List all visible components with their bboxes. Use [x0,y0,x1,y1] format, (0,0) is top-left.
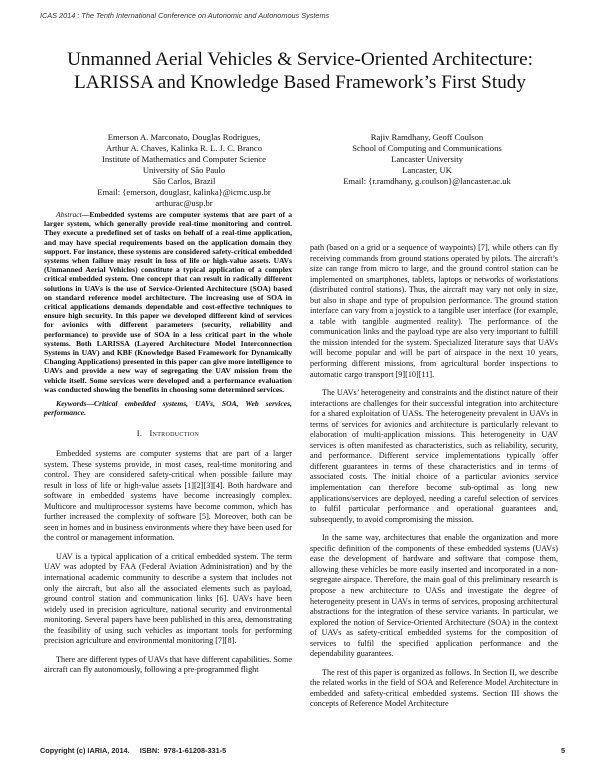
abstract [44,210,292,394]
abstract-lead: Abstract [56,210,82,219]
body-paragraph: The rest of this paper is organized as follows. In Section II, we describe the related works in the field of SOA and Reference Model Architecture in embedded and safety-critical embedded systems. Section III shows the concepts of Reference Model Architecture [310,667,558,709]
body-paragraph: UAV is a typical application of a critical embedded system. The term UAV was adopted by FAA (Federal Aviation Administration) and by the international academic community to describe a system that includes not only the aircraft, but also all the associated elements such as payload, ground control station and communication links [6]. UAVs have been widely used in precision agriculture, national security and environmental monitoring. Several papers have been published in this area, demonstrating the feasibility of using such vehicles as important tools for performing precision agriculture and environmental monitoring [7][8]. [44,551,292,646]
body-paragraph-continued: path (based on a grid or a sequence of waypoints) [7], while others can fly receiving commands from ground stations operated by pilots. The aircraft’s size can range from micro to large, and the ground control station can be implemented on smartphones, tablets, laptops or networks of workstations (distributed control stations). Thus, the aircraft may vary not only in size, but also in shape and type of propulsion performance. The ground station interface can vary from a joystick to a tangible user interface (for example, a table with tangible augmented reality). The performance of the communication links and the payload type are also very important to fulfill the mission intended for the system. Specialized literature says that UAVs will become popular and will be part of airspace in the next 10 years, performing different missions, from agricultural border inspections to automatic cargo transport [9][10][11]. [310,243,558,379]
school-line: School of Computing and Communications [352,143,502,153]
body-paragraph: The UAVs’ heterogeneity and constraints and the distinct nature of their interactions are challenges for their successful integration into architecture for a shared exploitation of UASs. The heterogeneity prevalent in UAVs in terms of services for avionics and architecture is particularly relevant to elaboration of multi-application missions. This heterogeneity in UAV services is often manifested as characteristics, such as reliability, security, and performance. Different service implementations typically offer different guarantees in terms of these characteristics and in terms of associated costs. The initial choice of a particular avionics service implementation can therefore become sub-optimal as long new applications/services are deployed, needing a careful selection of services to fulfil particular performance and operational guarantees and, subsequently, to avoid compromising the mission. [310,388,558,524]
right-column [310,243,558,718]
paper-title [40,48,560,94]
copyright-text: Copyright (c) IARIA, 2014. ISBN: 978-1-61208-331-5 [40,746,227,755]
body-paragraph: There are different types of UAVs that have different capabilities. Some aircraft can fly autonomously, following a pre-programmed flight [44,654,292,675]
title-line-2: LARISSA and Knowledge Based Framework’s First Study [74,72,526,93]
left-column [44,210,292,684]
abstract-text: —Embedded systems are computer systems that are part of a larger system, which generally provide real-time monitoring and control. They execute a predefined set of tasks on behalf of a real-time application, and may have special requirements based on the application domain they support. For instance, these systems are considered safety-critical embedded systems when failure may result in loss of life or high-value assets. UAVs (Unmanned Aerial Vehicles) constitute a typical application of a complex critical embedded system. One concept that can result in radically different solutions in UAVs is the use of Service-Oriented Architecture (SOA) based on standard reference model architecture. The increasing use of SOA in critical applications demands dependable and cost-effective techniques to ensure high security. In this paper we developed different kind of services for avionics with different parameters (security, reliability and performance) to provide use of SOA in a less critical part in the whole systems. Both LARISSA (Layered Architecture Model Interconnection Systems in UAV) and KBF (Knowledge Based Framework for Dynamically Changing Applications) presented in this paper can give more intelligence to UAVs and provide a new way of segregating the UAV mission from the vehicle itself. Some services were developed and a performance evaluation was conducted showing the benefits in choosing some determined services. [44,210,292,394]
email-line: Email: {emerson, douglasr, kalinka}@icmc.usp.br [97,187,271,197]
email-line: arthurac@usp.br [155,198,213,208]
author-line: Emerson A. Marconato, Douglas Rodrigues, [107,132,261,142]
location-line: Lancaster, UK [402,165,452,175]
section-title: Introduction [149,429,200,439]
affiliation-left [64,132,304,209]
body-paragraph: Embedded systems are computer systems that are part of a larger system. These systems provide, in most cases, real-time monitoring and control. They are considered safety-critical when possible failure may result in loss of life or high-value assets [1][2][3][4]. Both hardware and software in embedded systems have become increasingly complex. Multicore and multiprocessor systems have become common, which has further increased the complexity of software [5]. Moreover, both can be seen in homes and in business environments where they have been used for the control or management information. [44,449,292,543]
title-line-1: Unmanned Aerial Vehicles & Service-Oriented Architecture: [67,49,533,70]
section-heading [44,429,292,440]
section-numeral: I. [136,429,143,439]
author-line: Rajiv Ramdhany, Geoff Coulson [370,132,484,142]
institute-line: Institute of Mathematics and Computer Science [102,154,266,164]
conference-header: ICAS 2014 : The Tenth International Conference on Autonomic and Autonomous Systems [40,11,330,20]
university-line: University of São Paulo [142,165,226,175]
body-paragraph: In the same way, architectures that enable the organization and more specific definition of the components of these embedded systems (UAVs) ease the development of hardware and software that compose them, allowing these vehicles be more easily inserted and incorporated in a non-segregate airspace. Therefore, the main goal of this preliminary research is propose a new architecture to UASs and investigate the degree of heterogeneity present in UAVs in terms of services, proposing architectural abstractions for the integration of these service variants. In particular, we explored the notion of Service-Oriented Architecture (SOA) in the context of UAVs as safety-critical embedded systems for the composition of services to fulfil the specified application performance and the dependability guarantees. [310,533,558,659]
affiliation-right [320,132,534,187]
email-line: Email: {r.ramdhany, g.coulson}@lancaster.ac.uk [343,176,511,186]
author-line: Arthur A. Chaves, Kalinka R. L. J. C. Branco [105,143,263,153]
location-line: São Carlos, Brazil [152,176,216,186]
university-line: Lancaster University [391,154,463,164]
keywords: Keywords—Critical embedded systems, UAVs, SOA, Web services, performance. [44,399,292,418]
page-footer [40,746,565,755]
page-number: 5 [560,746,565,755]
